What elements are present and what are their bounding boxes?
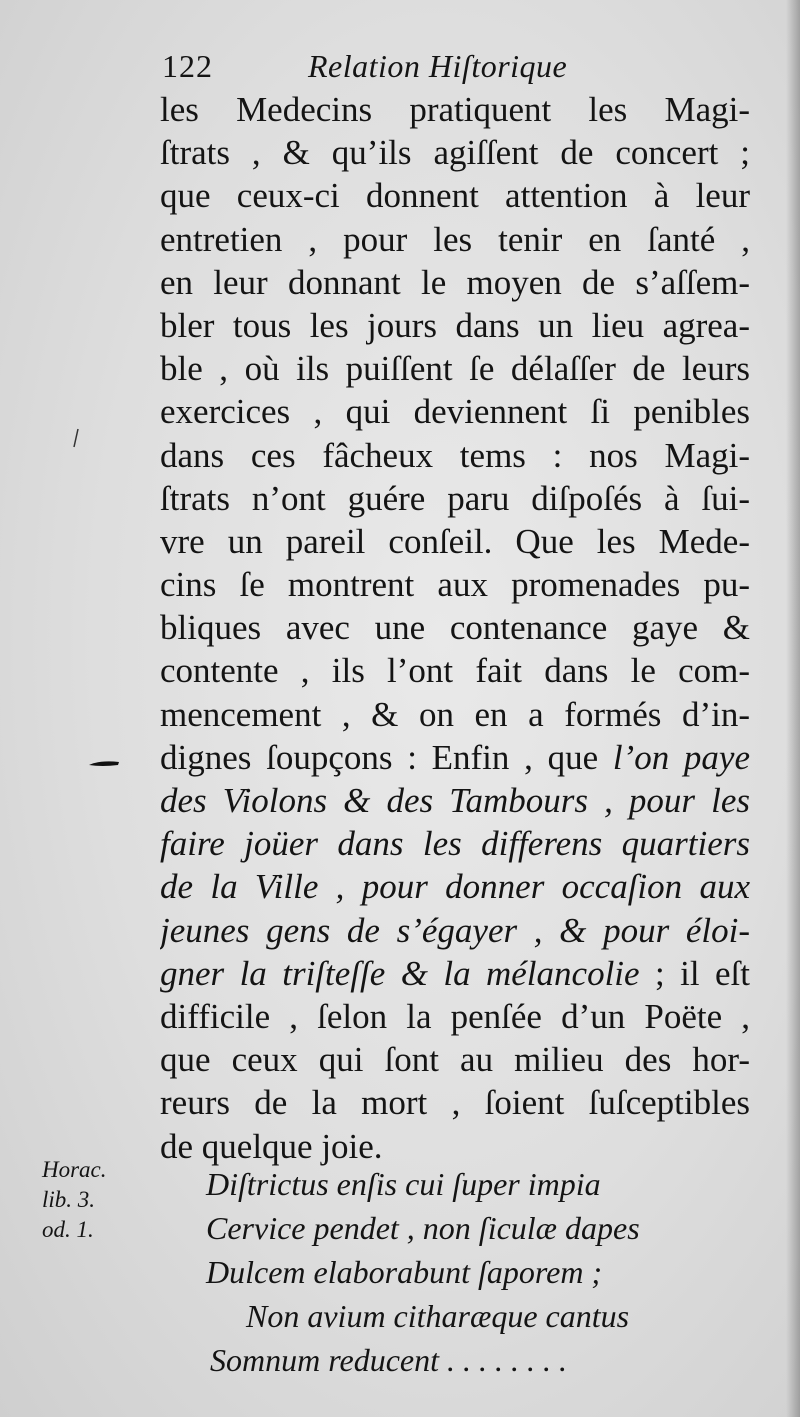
text-line: les Medecins pratiquent les Magi- xyxy=(160,90,750,129)
text-roman: dignes ſoupçons : Enfin , que xyxy=(160,737,613,777)
body-text xyxy=(160,88,750,1168)
text-line: de quelque joie. xyxy=(160,1126,383,1166)
text-line-mixed xyxy=(160,736,750,779)
text-line-italic: des Violons & des Tambours , pour les xyxy=(160,781,750,820)
verse-line: Non avium citharæque cantus xyxy=(246,1298,630,1334)
text-line: contente , ils l’ont fait dans le com- xyxy=(160,651,750,691)
verse-line: Somnum reducent . . . . . . . . xyxy=(210,1342,567,1378)
running-title: Relation Hiſtorique xyxy=(308,48,568,84)
text-line: bler tous les jours dans un lieu agrea- xyxy=(160,305,750,345)
citation-line: Horac. xyxy=(42,1157,107,1182)
page-number: 122 xyxy=(162,48,213,84)
page-edge-shadow xyxy=(786,0,800,1417)
text-line: entretien , pour les tenir en ſanté , xyxy=(160,219,750,259)
text-line: vre un pareil conſeil. Que les Mede- xyxy=(160,521,750,561)
text-line: dans ces fâcheux tems : nos Magi- xyxy=(160,435,750,475)
text-line-italic: jeunes gens de s’égayer , & pour éloi- xyxy=(160,910,750,950)
text-line-italic: faire joüer dans les differens quartiers xyxy=(160,824,750,864)
text-line: bliques avec une contenance gaye & xyxy=(160,608,750,648)
page-header xyxy=(158,48,758,92)
verse-line: Diſtrictus enſis cui ſuper impia xyxy=(206,1166,601,1202)
text-roman: ; il eſt xyxy=(639,953,750,993)
verse-quotation xyxy=(206,1162,766,1382)
verse-line: Dulcem elaborabunt ſaporem ; xyxy=(206,1254,603,1290)
verse-line: Cervice pendet , non ſiculæ dapes xyxy=(206,1210,640,1246)
text-line-mixed xyxy=(160,952,750,995)
text-italic: gner la triſteſſe & la mélancolie xyxy=(160,953,640,993)
text-line: reurs de la mort , ſoient ſuſceptibles xyxy=(160,1083,750,1123)
text-line: que ceux-ci donnent attention à leur xyxy=(160,176,750,216)
text-line-italic: de la Ville , pour donner occaſion aux xyxy=(160,867,750,907)
text-line: en leur donnant le moyen de s’aſſem- xyxy=(160,262,750,302)
text-line: exercices , qui deviennent ſi penibles xyxy=(160,392,750,432)
margin-tick-mark xyxy=(72,428,80,448)
margin-citation xyxy=(42,1155,152,1245)
text-line: mencement , & on en a formés d’in- xyxy=(160,694,750,734)
text-line: ſtrats , & qu’ils agiſſent de concert ; xyxy=(160,133,750,173)
text-italic: l’on paye xyxy=(612,737,750,777)
margin-pointer-mark xyxy=(88,756,120,768)
text-line: cins ſe montrent aux promenades pu- xyxy=(160,565,750,605)
text-line: ble , où ils puiſſent ſe délaſſer de leurs xyxy=(160,349,750,389)
text-line: difficile , ſelon la penſée d’un Poëte , xyxy=(160,996,750,1036)
citation-line: lib. 3. xyxy=(42,1187,96,1212)
citation-line: od. 1. xyxy=(42,1217,94,1242)
text-line: ſtrats n’ont guére paru diſpoſés à ſui- xyxy=(160,478,750,518)
text-line: que ceux qui ſont au milieu des hor- xyxy=(160,1040,750,1080)
